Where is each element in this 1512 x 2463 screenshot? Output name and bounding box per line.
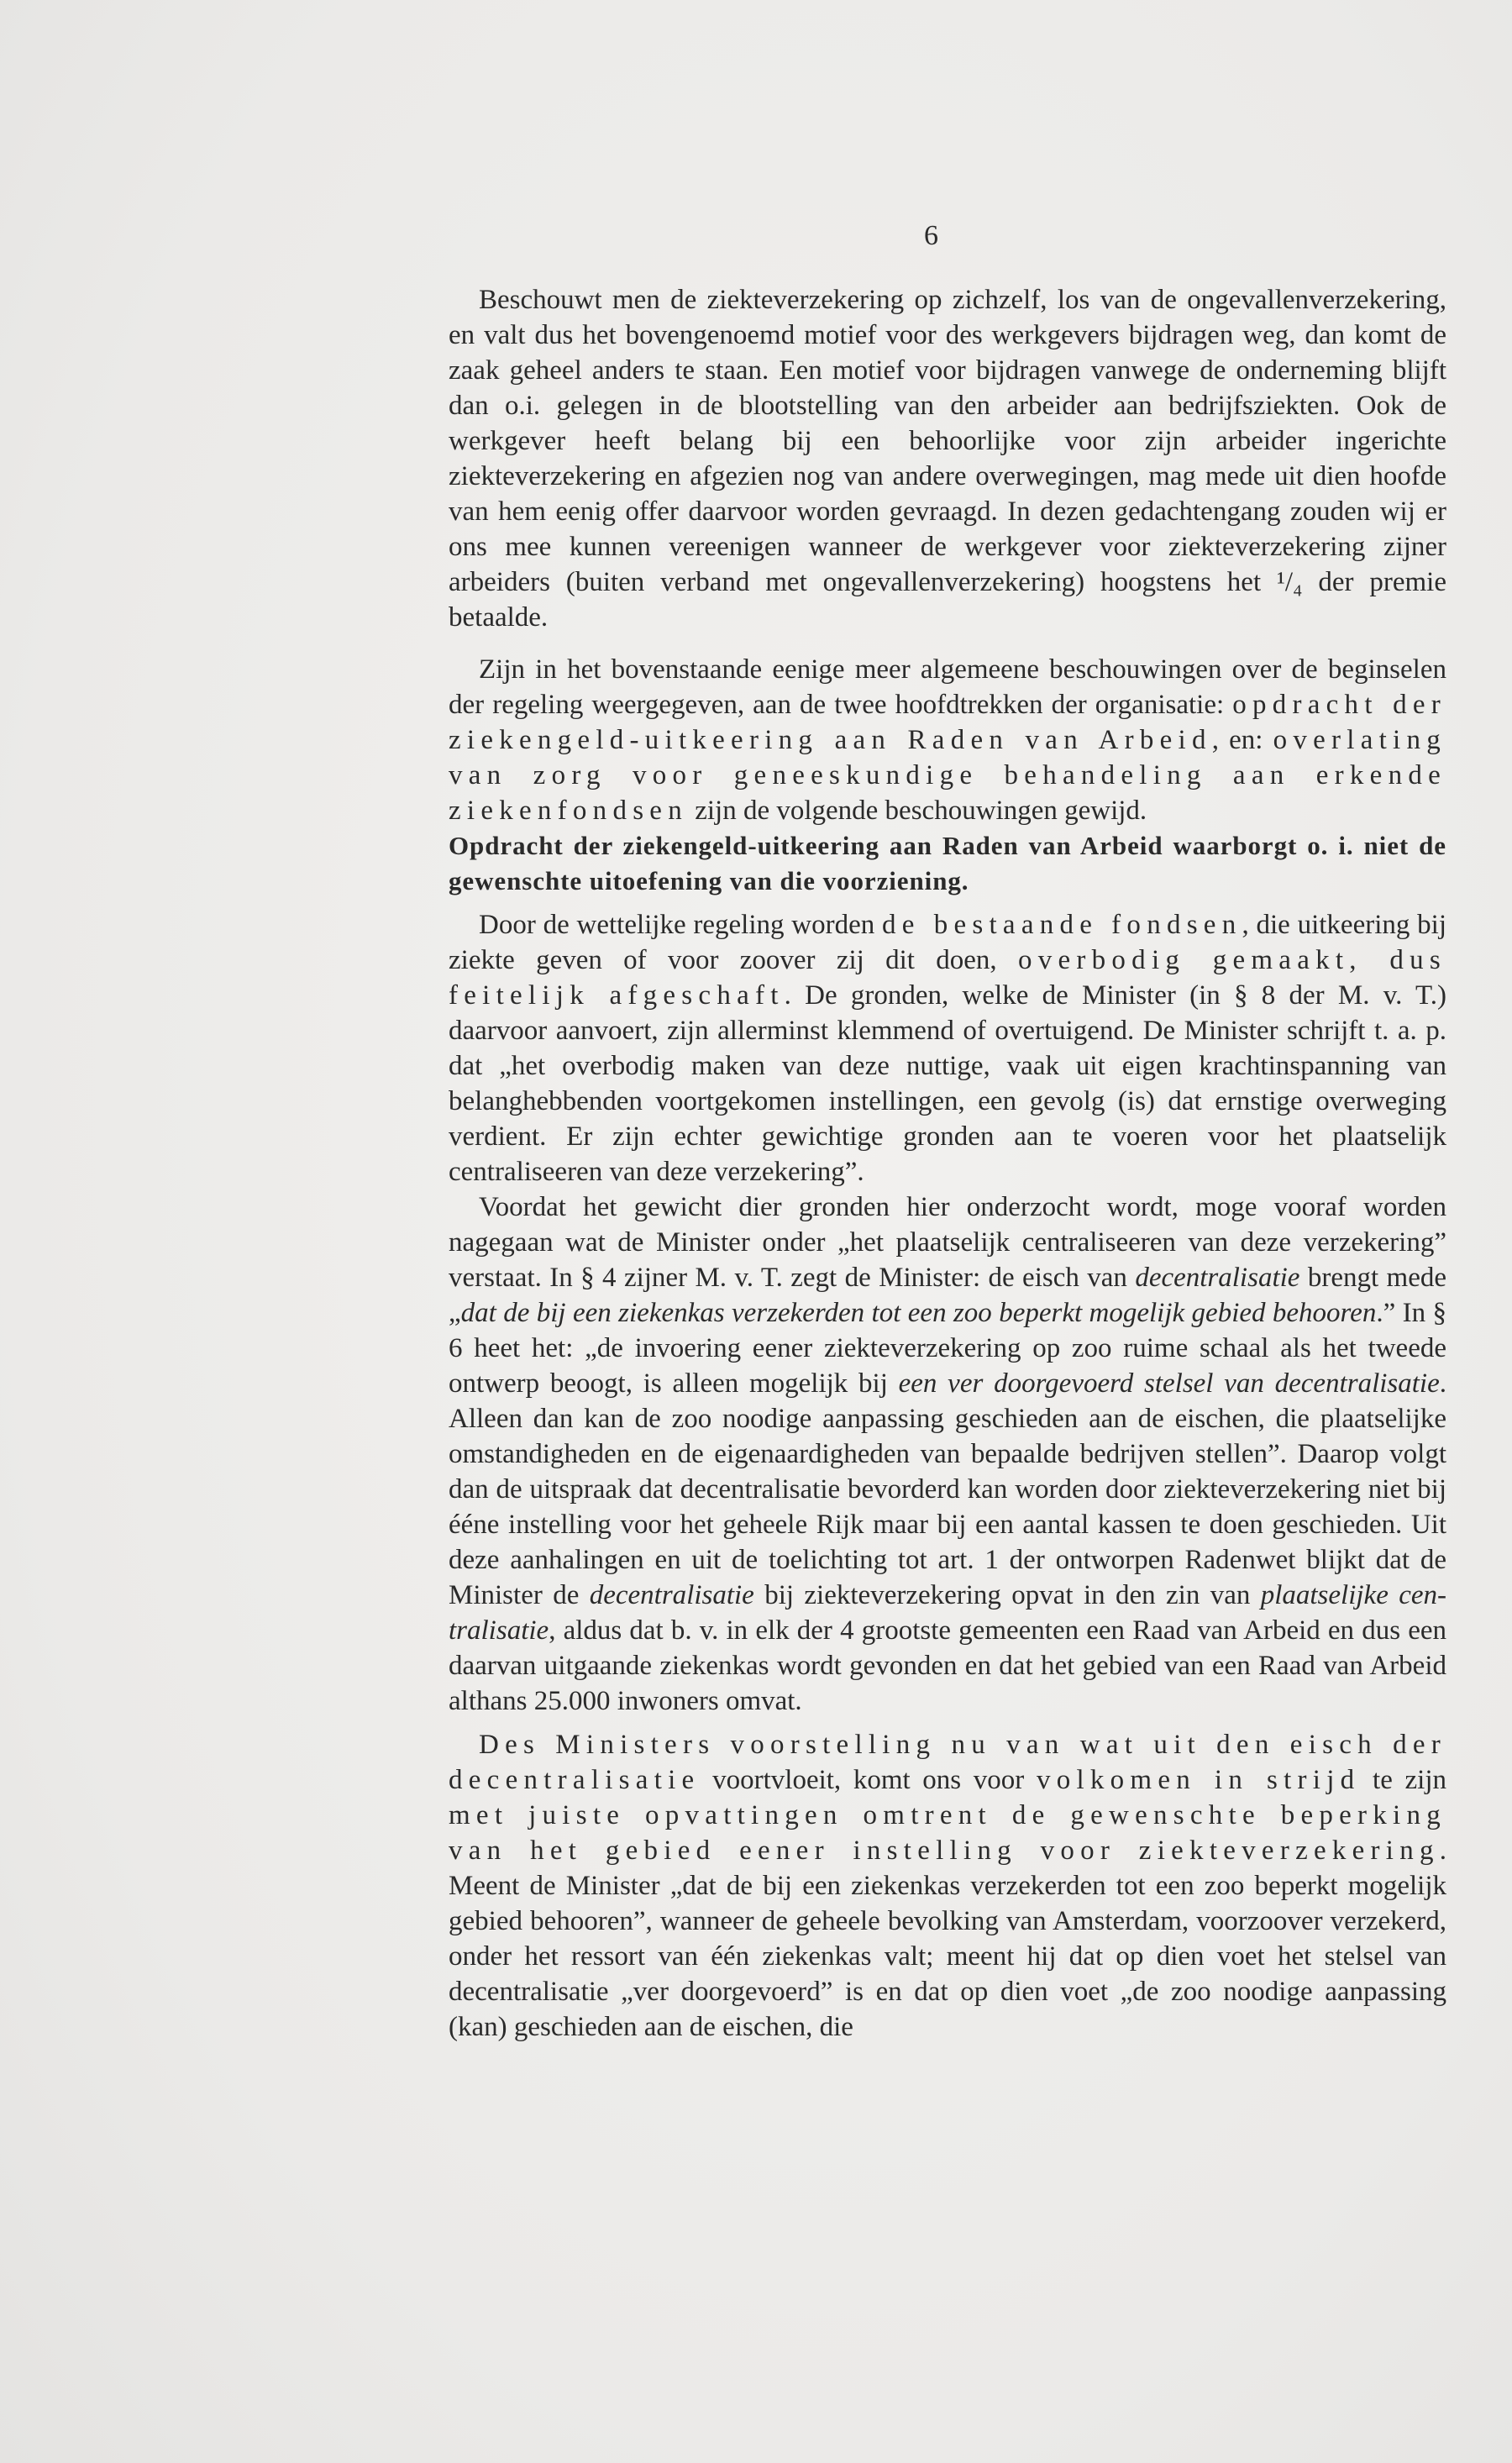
- italic-emphasis: een ver doorgevoerd stelsel van decentralisatie: [898, 1368, 1440, 1399]
- text-run: Zijn in het bovenstaande eenige meer algemeene beschouwingen over de beginselen der regeling weergegeven, aan de twee hoofdtrekken der organisatie:: [449, 654, 1446, 720]
- spaced-emphasis: volkomen in strijd: [1036, 1765, 1361, 1795]
- text-run: . De gronden, welke de Minister (in § 8 der M. v. T.) daarvoor aanvoert, zijn allerminst klemmend of overtuigend. De Minister schrijft t. a. p. dat „het overbodig maken van deze nuttige, vaak uit eigen krachtinspanning van belanghebbenden voortgekomen instellingen, een gevolg (is) dat ernstige overweging verdient. Er zijn echter gewichtige gronden aan te voeren voor het plaatselijk centraliseeren van deze verzekering”.: [449, 980, 1446, 1187]
- text-run: Door de wettelijke regeling worden: [479, 910, 883, 940]
- paragraph-2: [449, 652, 1446, 828]
- paragraph-4: [449, 1189, 1446, 1719]
- text-run: .” In § 6 heet het: „de invoering eener ziekteverzekering op zoo ruime schaal als het tweede ontwerp beoogt, is alleen mogelijk bij: [449, 1298, 1446, 1399]
- text-run: bij ziekteverzekering opvat in den zin van: [753, 1580, 1261, 1610]
- spaced-emphasis: de bestaande fondsen: [882, 910, 1242, 940]
- paragraph-3: [449, 907, 1446, 1189]
- text-run: . Alleen dan kan de zoo noodige aanpassing geschieden aan de eischen, die plaatselijke omstandigheden en de eigenaardigheden van bepaalde bedrijven stellen”. Daarop volgt dan de uitspraak dat decentralisatie bevorderd kan worden door ziekteverzekering niet bij ééne instelling voor het geheele Rijk maar bij een aantal kassen te doen geschieden. Uit deze aanhalingen en uit de toelichting tot art. 1 der ontworpen Radenwet blijkt dat de Minister de: [449, 1368, 1446, 1610]
- spaced-emphasis: overlating van zorg voor geneeskundige behandeling aan erkende ziekenfondsen: [449, 725, 1446, 826]
- text-run: , en:: [1211, 725, 1273, 755]
- italic-emphasis: plaatselijke centralisatie: [449, 1580, 1447, 1646]
- italic-emphasis: decentralisatie: [589, 1580, 754, 1610]
- page-number: 6: [924, 220, 938, 251]
- spaced-emphasis: Des Ministers voorstelling nu van wat uit den eisch der decentralisatie: [449, 1730, 1446, 1795]
- text-run: Voordat het gewicht dier gronden hier onderzocht wordt, moge vooraf worden nagegaan wat de Minister onder „het plaatselijk centraliseeren van deze verzekering” verstaat. In § 4 zijner M. v. T. zegt de Minister: de eisch van: [449, 1192, 1446, 1293]
- text-run: , aldus dat b. v. in elk der 4 grootste gemeenten een Raad van Arbeid en dus een daarvan uitgaande ziekenkas wordt gevonden en dat het gebied van een Raad van Arbeid althans 25.000 inwoners omvat.: [449, 1615, 1446, 1716]
- text-run: , die uitkeering bij ziekte geven of voor zoover zij dit doen,: [449, 910, 1446, 975]
- spaced-emphasis: overbodig gemaakt, dus feitelijk afgeschaft: [449, 945, 1446, 1011]
- text-run: . Meent de Minister „dat de bij een ziekenkas verzekerden tot een zoo beperkt mogelijk gebied behooren”, wanneer de geheele bevolking van Amsterdam, voorzoover verzekerd, onder het ressort van één ziekenkas valt; meent hij dat op dien voet het stelsel van decentralisatie „ver doorgevoerd” is en dat op dien voet „de zoo noodige aanpassing (kan) geschieden aan de eischen, die: [449, 1835, 1446, 2042]
- spaced-emphasis: opdracht der ziekengeld-uitkeering aan Raden van Arbeid: [449, 690, 1446, 755]
- text-run: te zijn: [1360, 1765, 1446, 1795]
- italic-emphasis: decentralisatie: [1135, 1263, 1300, 1293]
- section-heading: Opdracht der ziekengeld-uitkeering aan Raden van Arbeid waarborgt o. i. niet de gewenschte uitoefening van die voorziening.: [449, 831, 1446, 895]
- body-text: [449, 282, 1446, 2045]
- paragraph-5: [449, 1727, 1446, 2045]
- text-run: voortvloeit, komt ons voor: [700, 1765, 1037, 1795]
- paragraph-1: Beschouwt men de ziekteverzekering op zichzelf, los van de ongevallenverzekering, en valt dus het bovengenoemd motief voor des werkgevers bijdragen weg, dan komt de zaak geheel anders te staan. Een motief voor bijdragen vanwege de onderneming blijft dan o.i. gelegen in de blootstelling van den arbeider aan bedrijfsziekten. Ook de werkgever heeft belang bij een behoorlijke voor zijn arbeider ingerichte ziekteverzekering en afgezien nog van andere overwegingen, mag mede uit dien hoofde van hem eenig offer daarvoor worden gevraagd. In dezen gedachtengang zouden wij er ons mee kunnen vereenigen wanneer de werkgever voor ziekteverzekering zijner arbeiders (buiten verband met ongevallenverzekering) hoogstens het ¹/₄ der premie betaalde.: [449, 285, 1446, 633]
- text-run: brengt mede „: [449, 1263, 1446, 1328]
- spaced-emphasis: met juiste opvattingen omtrent de gewenschte beperking van het gebied eener instelling voor ziekteverzekering: [449, 1800, 1446, 1866]
- text-run: zijn de volgende beschouwingen gewijd.: [687, 796, 1147, 826]
- italic-emphasis: dat de bij een ziekenkas verzekerden tot een zoo beperkt mogelijk gebied behooren: [460, 1298, 1377, 1328]
